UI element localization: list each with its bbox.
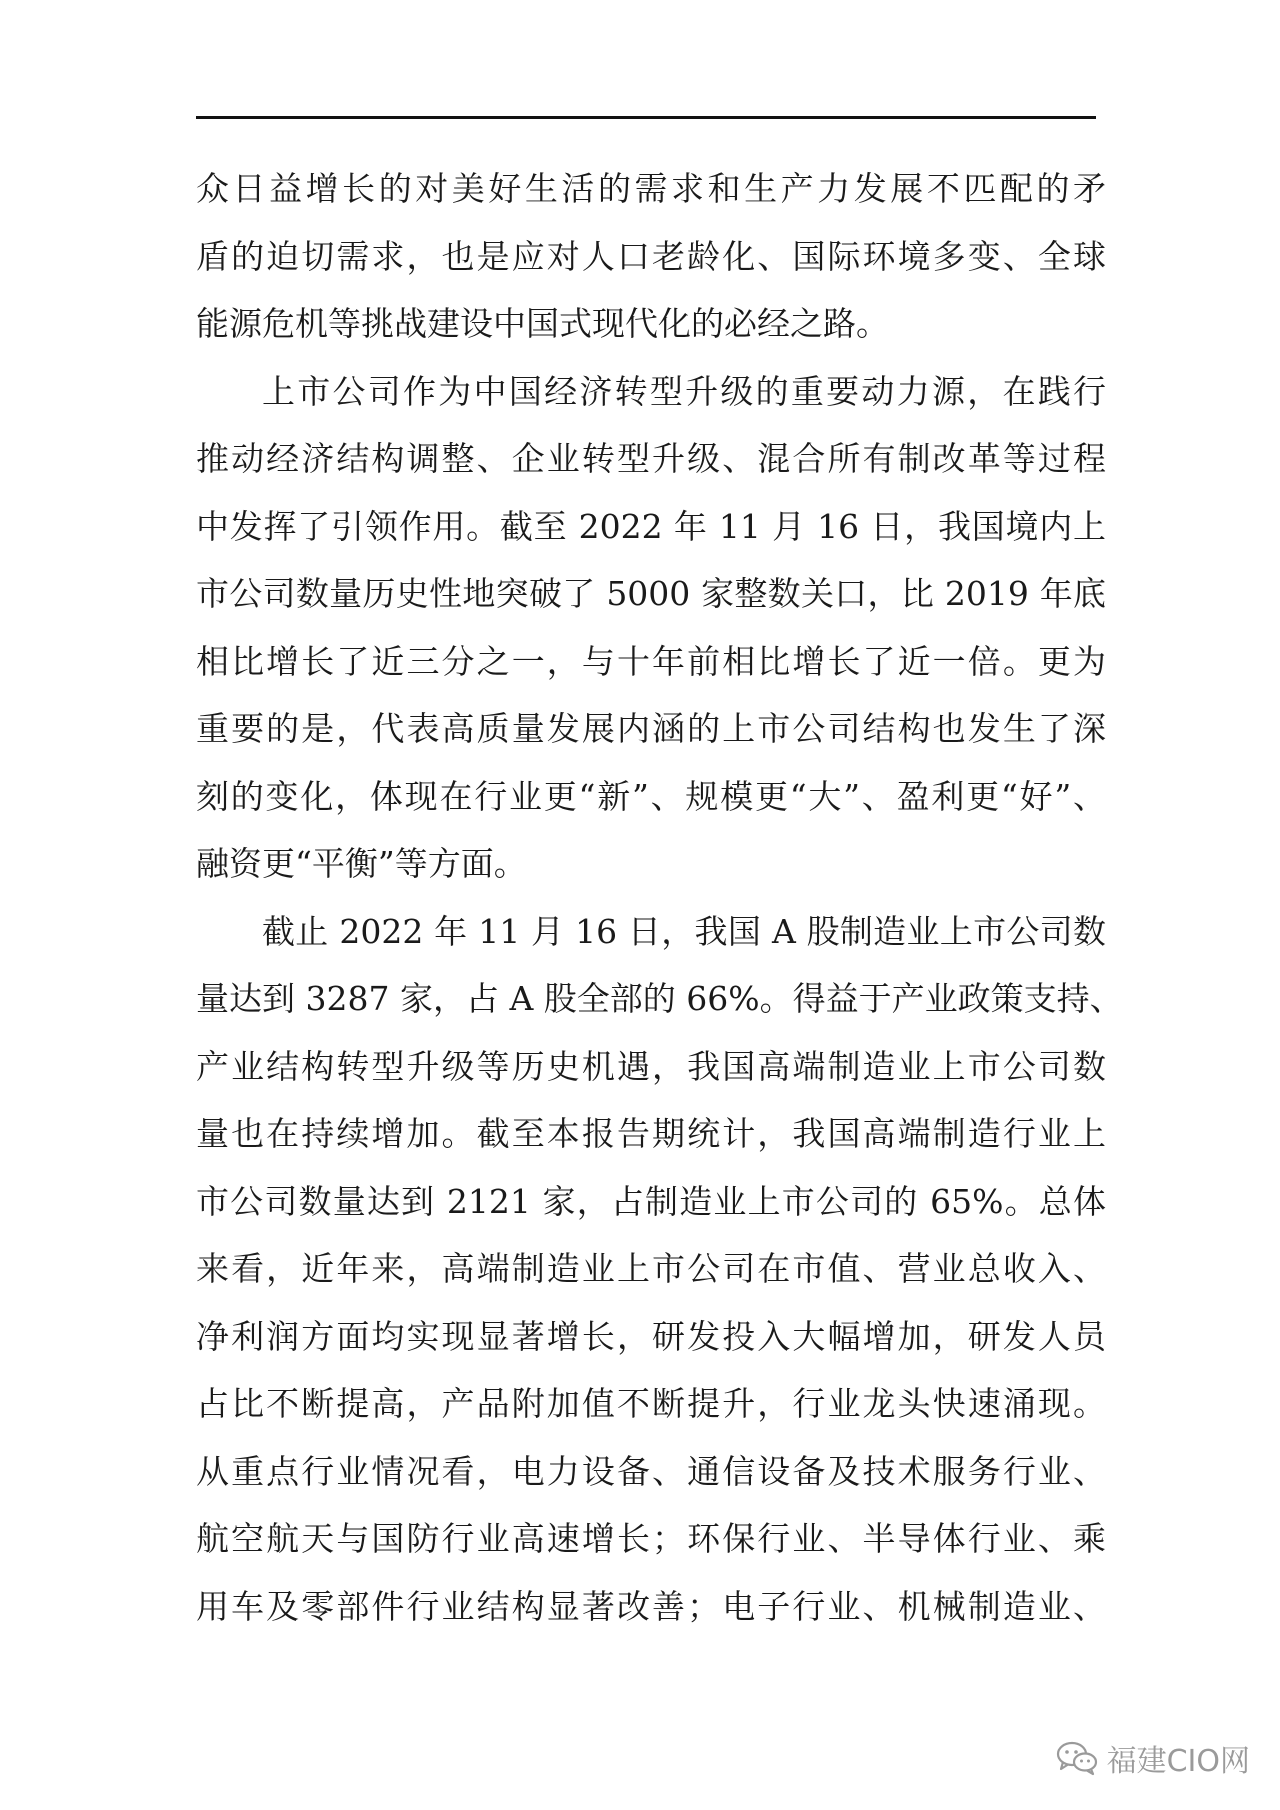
text-line: 占比不断提高，产品附加值不断提升，行业龙头快速涌现。 xyxy=(196,1384,1106,1423)
text-line: 量也在持续增加。截至本报告期统计，我国高端制造行业上 xyxy=(196,1114,1106,1153)
text-line: 量达到 3287 家，占 A 股全部的 66%。得益于产业政策支持、 xyxy=(196,979,1123,1018)
text-line: 上市公司作为中国经济转型升级的重要动力源，在践行 xyxy=(262,371,1106,411)
text-line: 产业结构转型升级等历史机遇，我国高端制造业上市公司数 xyxy=(196,1046,1106,1086)
text-line: 刻的变化，体现在行业更“新”、规模更“大”、盈利更“好”、 xyxy=(196,776,1106,816)
watermark xyxy=(1055,1736,1250,1780)
text-line: 推动经济结构调整、企业转型升级、混合所有制改革等过程 xyxy=(196,439,1106,478)
text-line: 重要的是，代表高质量发展内涵的上市公司结构也发生了深 xyxy=(196,709,1106,748)
wechat-icon xyxy=(1055,1740,1099,1776)
text-line: 能源危机等挑战建设中国式现代化的必经之路。 xyxy=(196,304,889,343)
text-line: 市公司数量历史性地突破了 5000 家整数关口，比 2019 年底 xyxy=(196,574,1106,613)
text-line: 融资更“平衡”等方面。 xyxy=(196,844,527,883)
body-text xyxy=(196,155,1123,1640)
text-line: 市公司数量达到 2121 家，占制造业上市公司的 65%。总体 xyxy=(196,1181,1106,1221)
text-line: 净利润方面均实现显著增长，研发投入大幅增加，研发人员 xyxy=(196,1316,1106,1356)
text-line: 来看，近年来，高端制造业上市公司在市值、营业总收入、 xyxy=(196,1249,1106,1288)
header-rule xyxy=(196,116,1096,119)
text-line: 盾的迫切需求，也是应对人口老龄化、国际环境多变、全球 xyxy=(196,236,1106,276)
text-line: 航空航天与国防行业高速增长；环保行业、半导体行业、乘 xyxy=(196,1519,1106,1558)
text-line: 中发挥了引领作用。截至 2022 年 11 月 16 日，我国境内上 xyxy=(196,506,1106,546)
watermark-text: 福建CIO网 xyxy=(1106,1744,1250,1779)
text-line: 截止 2022 年 11 月 16 日，我国 A 股制造业上市公司数 xyxy=(262,911,1106,951)
text-line: 众日益增长的对美好生活的需求和生产力发展不匹配的矛 xyxy=(196,169,1106,208)
text-line: 相比增长了近三分之一，与十年前相比增长了近一倍。更为 xyxy=(196,641,1106,681)
text-line: 用车及零部件行业结构显著改善；电子行业、机械制造业、 xyxy=(196,1586,1106,1626)
text-line: 从重点行业情况看，电力设备、通信设备及技术服务行业、 xyxy=(196,1451,1106,1491)
